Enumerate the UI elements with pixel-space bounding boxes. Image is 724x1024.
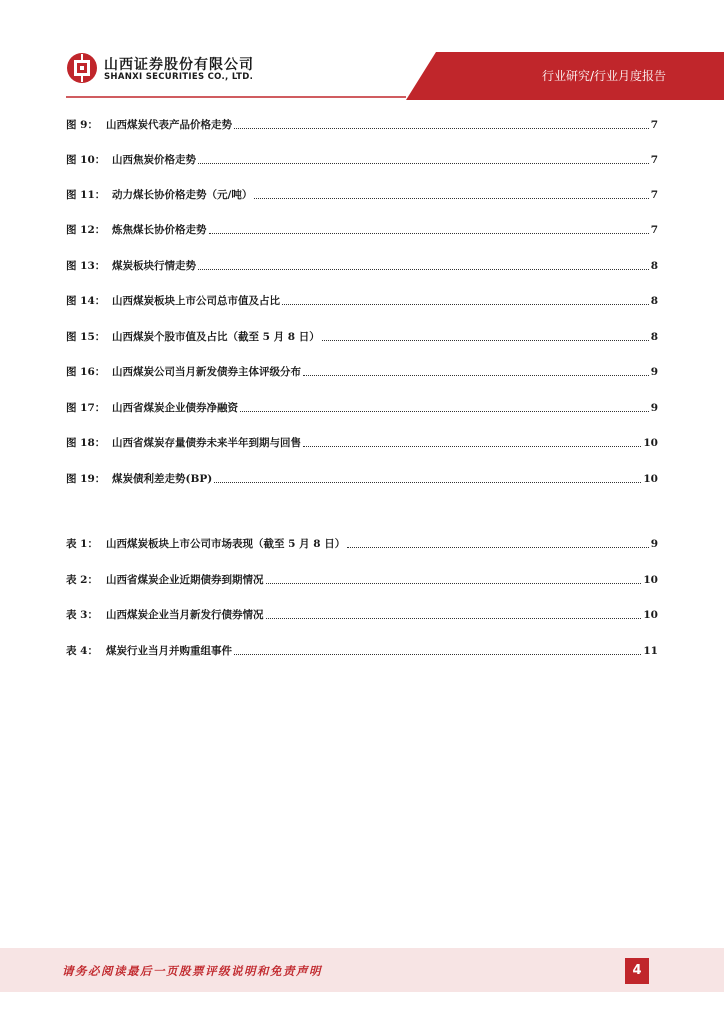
toc-entry-figure-16[interactable] (66, 359, 658, 379)
toc-label: 图 18： (66, 437, 106, 449)
toc-title: 山西省煤炭存量债券未来半年到期与回售 (112, 437, 301, 449)
toc-title: 山西省煤炭企业近期债券到期情况 (106, 574, 264, 586)
toc-page-number: 9 (650, 538, 658, 550)
toc-leader-dots (303, 374, 649, 376)
toc-label: 表 1： (66, 538, 98, 550)
toc-page-number: 10 (643, 473, 658, 485)
toc-leader-dots (234, 127, 649, 129)
company-name-en: SHANXI SECURITIES CO., LTD. (104, 72, 254, 82)
toc-entry-figure-17[interactable] (66, 395, 658, 415)
toc-page-number: 8 (650, 260, 658, 272)
disclaimer-notice: 请务必阅读最后一页股票评级说明和免责声明 (62, 964, 322, 978)
company-logo-icon (66, 52, 98, 84)
toc-leader-dots (198, 162, 649, 164)
toc-title: 炼焦煤长协价格走势 (112, 224, 207, 236)
toc-label: 图 13： (66, 260, 106, 272)
toc-title: 动力煤长协价格走势（元/吨） (112, 189, 253, 201)
toc-title: 山西煤炭企业当月新发行债券情况 (106, 609, 264, 621)
toc-title: 山西焦炭价格走势 (112, 154, 196, 166)
toc-entry-figure-9[interactable] (66, 112, 658, 132)
toc-leader-dots (254, 197, 648, 199)
toc-entry-table-1[interactable] (66, 531, 658, 551)
header-band (0, 0, 724, 100)
toc-entry-figure-19[interactable] (66, 466, 658, 486)
toc-leader-dots (234, 653, 641, 655)
toc-label: 图 9： (66, 119, 98, 131)
toc-label: 表 3： (66, 609, 98, 621)
toc-entry-figure-12[interactable] (66, 217, 658, 237)
toc-leader-dots (303, 445, 641, 447)
toc-page-number: 11 (643, 645, 658, 657)
toc-entry-figure-13[interactable] (66, 253, 658, 273)
toc-page-number: 9 (650, 402, 658, 414)
page-footer (0, 948, 724, 992)
toc-leader-dots (322, 339, 649, 341)
toc-leader-dots (266, 617, 642, 619)
toc-label: 表 2： (66, 574, 98, 586)
toc-entry-figure-11[interactable] (66, 182, 658, 202)
toc-label: 图 11： (66, 189, 106, 201)
toc-label: 图 15： (66, 331, 106, 343)
toc-page-number: 9 (650, 366, 658, 378)
toc-title: 煤炭债利差走势(BP) (112, 473, 213, 485)
toc-page-number: 10 (643, 437, 658, 449)
toc-page-number: 7 (650, 224, 658, 236)
toc-title: 煤炭行业当月并购重组事件 (106, 645, 232, 657)
toc-entry-figure-10[interactable] (66, 147, 658, 167)
toc-entry-table-4[interactable] (66, 638, 658, 658)
toc-label: 图 12： (66, 224, 106, 236)
toc-title: 山西煤炭个股市值及占比（截至 5 月 8 日） (112, 331, 320, 343)
toc-leader-dots (240, 410, 649, 412)
toc-page-number: 7 (650, 189, 658, 201)
toc-label: 表 4： (66, 645, 98, 657)
toc-label: 图 14： (66, 295, 106, 307)
toc-title: 山西煤炭板块上市公司总市值及占比 (112, 295, 280, 307)
toc-entry-figure-18[interactable] (66, 430, 658, 450)
toc-label: 图 16： (66, 366, 106, 378)
toc-page-number: 7 (650, 119, 658, 131)
toc-leader-dots (266, 582, 642, 584)
toc-label: 图 10： (66, 154, 106, 166)
toc-leader-dots (198, 268, 649, 270)
toc-title: 山西煤炭板块上市公司市场表现（截至 5 月 8 日） (106, 538, 346, 550)
toc-title: 山西省煤炭企业债券净融资 (112, 402, 238, 414)
toc-entry-table-2[interactable] (66, 567, 658, 587)
company-name-cn: 山西证券股份有限公司 (104, 57, 254, 73)
toc-page-number: 8 (650, 295, 658, 307)
page-header (0, 0, 724, 100)
toc-title: 煤炭板块行情走势 (112, 260, 196, 272)
toc-entry-figure-15[interactable] (66, 324, 658, 344)
toc-title: 山西煤炭代表产品价格走势 (106, 119, 232, 131)
toc-page-number: 7 (650, 154, 658, 166)
report-type-title: 行业研究/行业月度报告 (541, 69, 666, 83)
toc-title: 山西煤炭公司当月新发债券主体评级分布 (112, 366, 301, 378)
toc-label: 图 17： (66, 402, 106, 414)
toc-leader-dots (214, 481, 641, 483)
toc-entry-figure-14[interactable] (66, 288, 658, 308)
toc-leader-dots (282, 303, 649, 305)
toc-leader-dots (347, 546, 648, 548)
toc-page-number: 10 (643, 574, 658, 586)
page-number-badge: 4 (625, 958, 649, 984)
toc-leader-dots (209, 232, 649, 234)
toc-entry-table-3[interactable] (66, 602, 658, 622)
toc-page-number: 8 (650, 331, 658, 343)
toc-label: 图 19： (66, 473, 106, 485)
toc-page-number: 10 (643, 609, 658, 621)
